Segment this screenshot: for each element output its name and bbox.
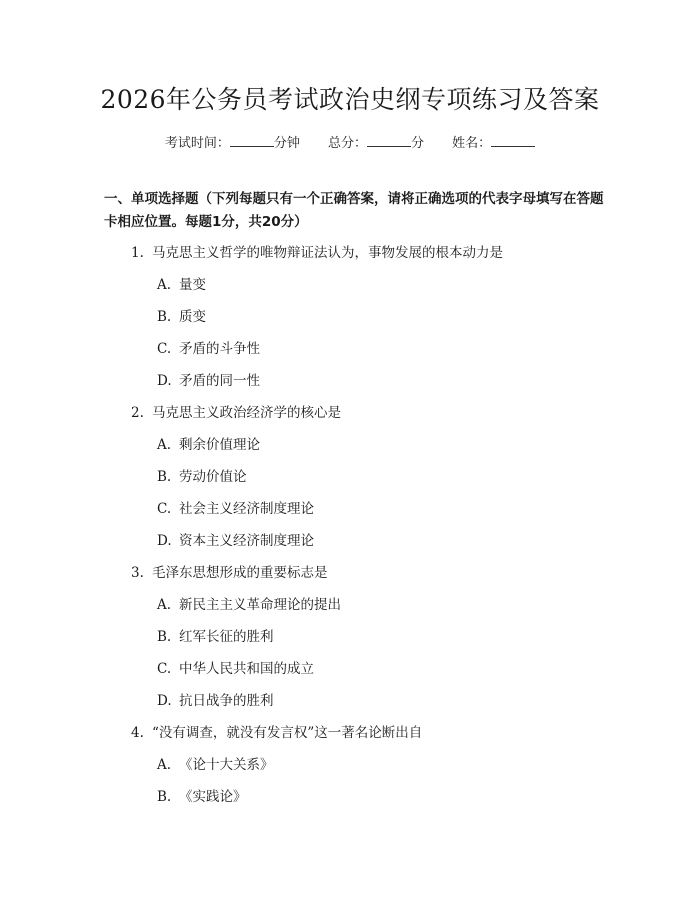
question-1-option-b: [0, 304, 700, 336]
option-text: 社会主义经济制度理论: [179, 501, 314, 517]
option-letter: D.: [157, 533, 172, 549]
option-letter: A.: [157, 437, 172, 453]
question-2-option-b: [0, 464, 700, 496]
option-letter: D.: [157, 373, 172, 389]
question-stem: “没有调查，就没有发言权”这一著名论断出自: [152, 725, 423, 741]
question-list: [0, 240, 700, 816]
page-title: 2026年公务员考试政治史纲专项练习及答案: [100, 85, 600, 114]
question-1-option-a: [0, 272, 700, 304]
option-letter: B.: [157, 469, 172, 485]
option-text: 量变: [179, 277, 206, 293]
name-blank: [491, 134, 535, 147]
option-text: 中华人民共和国的成立: [179, 661, 314, 677]
question-4: [0, 720, 700, 752]
question-2-option-d: [0, 528, 700, 560]
question-stem: 马克思主义哲学的唯物辩证法认为，事物发展的根本动力是: [152, 245, 503, 261]
question-number: 3.: [131, 565, 144, 581]
option-text: 红军长征的胜利: [179, 629, 274, 645]
question-number: 1.: [131, 245, 144, 261]
score-unit: 分: [411, 136, 425, 151]
option-text: 新民主主义革命理论的提出: [179, 597, 341, 613]
time-label: 考试时间：: [164, 136, 230, 151]
question-3-option-c: [0, 656, 700, 688]
question-2-option-c: [0, 496, 700, 528]
question-4-option-b: [0, 784, 700, 816]
option-letter: C.: [157, 501, 172, 517]
option-text: 资本主义经济制度理论: [179, 533, 314, 549]
question-2-option-a: [0, 432, 700, 464]
question-stem: 马克思主义政治经济学的核心是: [152, 405, 341, 421]
option-letter: C.: [157, 341, 172, 357]
question-2: [0, 400, 700, 432]
time-field: [165, 136, 300, 151]
option-text: 抗日战争的胜利: [179, 693, 274, 709]
name-label: 姓名：: [452, 136, 492, 151]
question-3-option-d: [0, 688, 700, 720]
time-blank: [230, 134, 274, 147]
option-letter: A.: [157, 597, 172, 613]
score-field: [328, 136, 424, 151]
score-label: 总分：: [327, 136, 367, 151]
question-3-option-a: [0, 592, 700, 624]
option-letter: B.: [157, 629, 172, 645]
question-number: 4.: [131, 725, 144, 741]
option-text: 《论十大关系》: [179, 757, 274, 773]
option-text: 剩余价值理论: [179, 437, 260, 453]
option-text: 矛盾的斗争性: [179, 341, 260, 357]
question-stem: 毛泽东思想形成的重要标志是: [152, 565, 328, 581]
exam-meta: [0, 132, 700, 151]
question-3: [0, 560, 700, 592]
option-letter: A.: [157, 757, 172, 773]
option-letter: B.: [157, 309, 172, 325]
option-letter: B.: [157, 789, 172, 805]
question-1: [0, 240, 700, 272]
option-text: 矛盾的同一性: [179, 373, 260, 389]
question-number: 2.: [131, 405, 144, 421]
option-letter: C.: [157, 661, 172, 677]
question-3-option-b: [0, 624, 700, 656]
option-letter: D.: [157, 693, 172, 709]
option-text: 质变: [179, 309, 206, 325]
name-field: [452, 136, 535, 151]
question-4-option-a: [0, 752, 700, 784]
time-unit: 分钟: [273, 136, 300, 151]
question-1-option-c: [0, 336, 700, 368]
section-heading: 一、单项选择题（下列每题只有一个正确答案，请将正确选项的代表字母填写在答题卡相应位置。每题1分，共20分）: [104, 191, 604, 230]
question-1-option-d: [0, 368, 700, 400]
option-text: 劳动价值论: [179, 469, 247, 485]
option-text: 《实践论》: [179, 789, 247, 805]
score-blank: [367, 134, 411, 147]
option-letter: A.: [157, 277, 172, 293]
